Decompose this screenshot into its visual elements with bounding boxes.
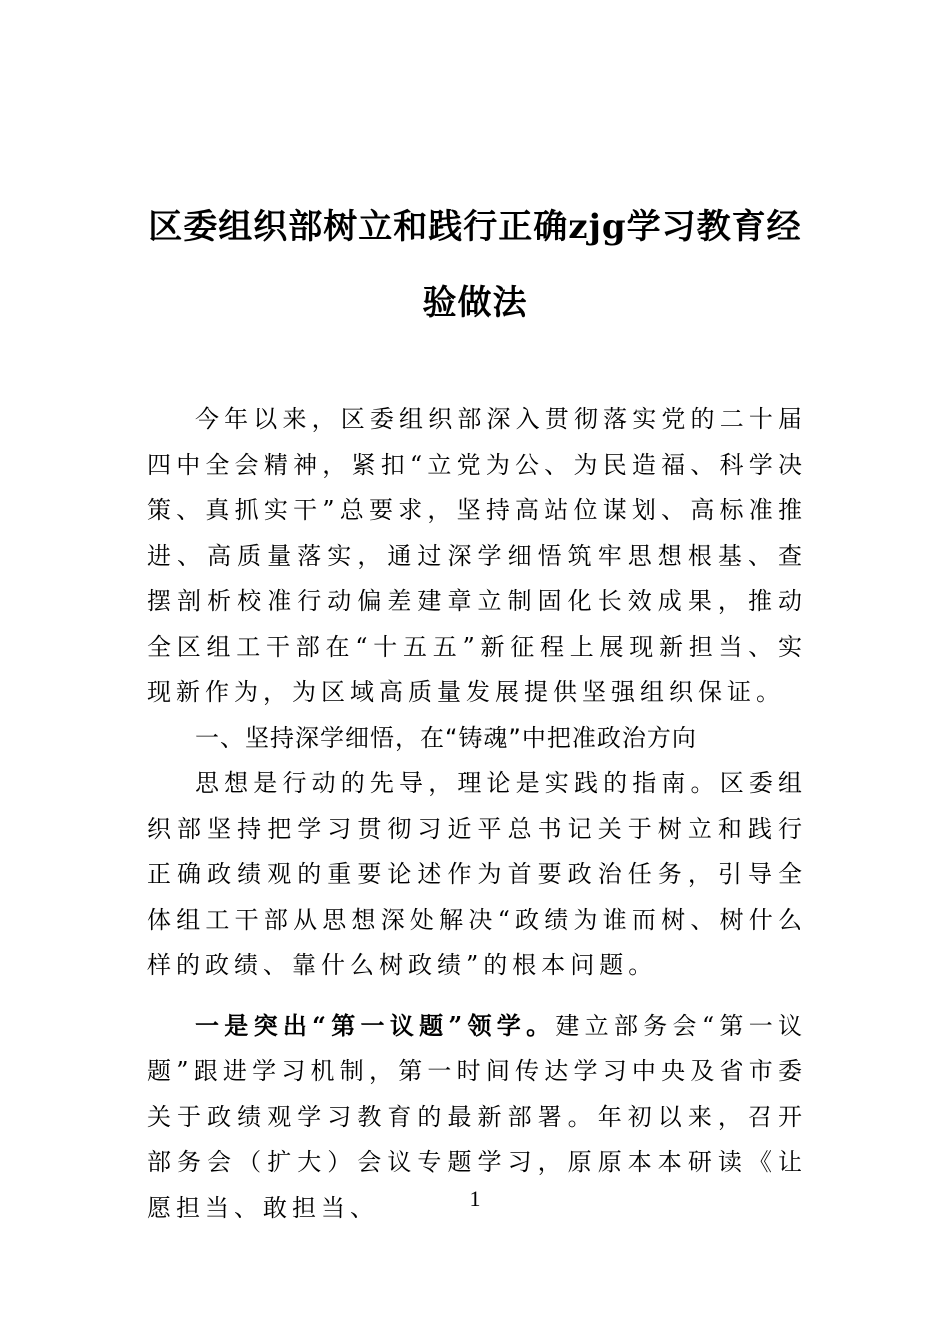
intro-paragraph: 今年以来，区委组织部深入贯彻落实党的二十届四中全会精神，紧扣“立党为公、为民造福、科学决策、真抓实干”总要求，坚持高站位谋划、高标准推进、高质量落实，通过深学细悟筑牢思想根基、查摆剖析校准行动偏差建章立制固化长效成果，推动全区组工干部在“十五五”新征程上展现新担当、实现新作为，为区域高质量发展提供坚强组织保证。 xyxy=(147,405,807,706)
document-body xyxy=(147,397,807,1231)
item-1-lead: 一是突出“第一议题”领学。 xyxy=(195,1010,556,1040)
section-1-paragraph: 思想是行动的先导，理论是实践的指南。区委组织部坚持把学习贯彻习近平总书记关于树立和践行正确政绩观的重要论述作为首要政治任务，引导全体组工干部从思想深处解决“政绩为谁而树、树什么样的政绩、靠什么树政绩”的根本问题。 xyxy=(147,769,807,979)
title-line-1: 区委组织部树立和践行正确zjg学习教育经 xyxy=(148,206,802,247)
document-title xyxy=(120,189,830,341)
title-line-2: 验做法 xyxy=(422,282,528,323)
page-number: 1 xyxy=(469,1186,481,1211)
item-1-text: 建立部务会“第一议题”跟进学习机制，第一时间传达学习中央及省市委关于政绩观学习教育的最新部署。年初以来，召开部务会（扩大）会议专题学习，原原本本研读《让愿担当、敢担当、 xyxy=(147,1011,807,1222)
section-heading-1: 一、坚持深学细悟，在“铸魂”中把准政治方向 xyxy=(195,723,697,752)
